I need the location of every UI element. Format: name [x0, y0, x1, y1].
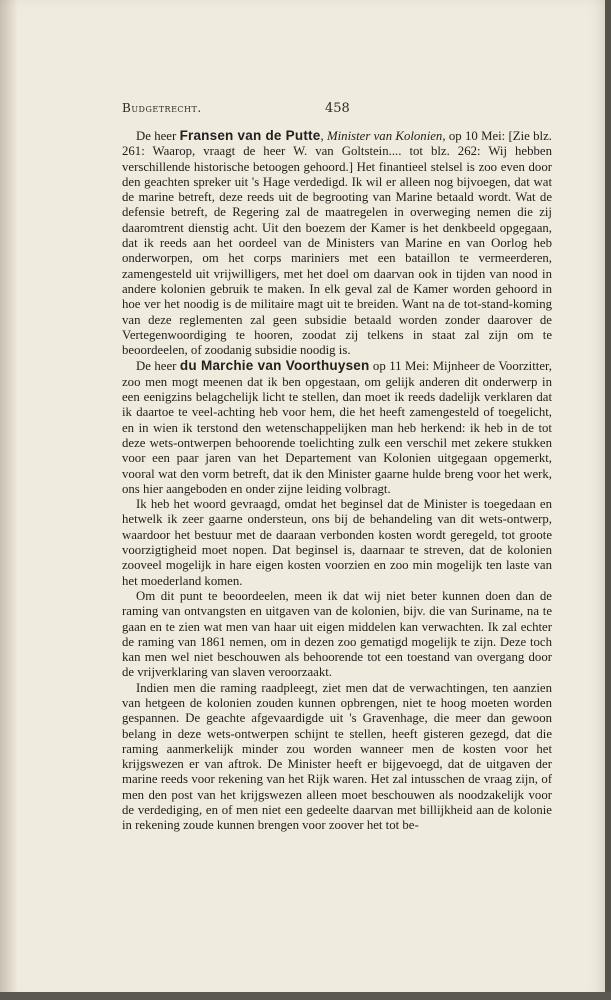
paragraph-beginsel: Ik heb het woord gevraagd, omdat het beginsel dat de Minister is toegedaan en hetwelk ik zeer gaarne ondersteun, ons bij de behandeling van dit wets-ontwerp, waardoor het bestuur met de daaraan verbonden kosten wordt geregeld, tot groote voorzigtigheid moet nopen. Dat beginsel is, daarnaar te streven, dat de kolonien zooveel mogelijk in hare eigen kosten voorzien en zoo min mogelijk ten laste van het moederland komen.	[122, 497, 552, 588]
paragraph-lead: De heer	[136, 129, 180, 143]
paragraph-text: , op 10 Mei: [Zie blz. 261: Waarop, vraagt de heer W. van Goltstein.... tot blz. 262: Wij hebben verschillende historische betoogen gehoord.] Het finantieel stelsel is zoo even door den geachten spreker uit 's Hage verdedigd. Ik wil er alleen nog bijvoegen, dat wat de marine betreft, deze reeds uit de begrooting van Marine betaald wordt. Wat de defensie betreft, de Regering zal de maatregelen in overweging nemen die zij daaromtrent dienstig acht. Uit den boezem der Kamer is het denkbeeld opgegaan, dat ik reeds aan het oordeel van de Ministers van Marine en van Oorlog heb onderworpen, om het corps mariniers met een bataillon te vermeerderen, zamengesteld uit vrijwilligers, met het doel om daarvan ook in tijden van nood in andere kolonien gebruik te maken. In elk geval zal de Kamer worden gehoord in hoe ver het noodig is de militaire magt uit te breiden. Want na de tot-stand-koming van deze reglementen zal geen subsidie betaald worden zonder daarover de Vertegenwoordiging te hooren, zoodat zij telkens in staat zal zijn om te beoordeelen, of zoodanig subsidie noodig is.	[122, 129, 552, 358]
running-title: Budgetrecht.	[122, 101, 202, 115]
speaker-role: Minister van Kolonien	[326, 129, 443, 143]
running-header	[122, 101, 550, 117]
speaker-name: du Marchie van Voorthuysen	[179, 358, 370, 374]
paragraph-raming: Indien men die raming raadpleegt, ziet men dat de verwachtingen, ten aanzien van hetgeen de kolonien zouden kunnen opbrengen, niet te hoog moeten worden gespannen. De geachte afgevaardigde uit 's Gravenhage, die meer dan gewoon belang in deze wets-ontwerpen schijnt te stellen, heeft gisteren gezegd, dat die raming aanmerkelijk minder zou worden wanneer men de kosten voor het krijgswezen er van aftrok. De Minister heeft er bijgevoegd, dat de uitgaven der marine reeds voor rekening van het Rijk waren. Het zal intusschen de vraag zijn, of men den post van het krijgswezen alleen moet beschouwen als noodzakelijk voor de verdediging, en of men niet een gedeelte daarvan met billijkheid aan de kolonie in rekening zoude kunnen brengen voor zoover het tot be-	[122, 680, 552, 833]
page-number: 458	[325, 101, 350, 116]
paragraph-suriname: Om dit punt te beoordeelen, meen ik dat wij niet beter kunnen doen dan de raming van ontvangsten en uitgaven van de kolonien, bijv. die van Suriname, na te gaan en te zien wat men van haar uit eigen middelen kan verwachten. Ik zal echter de raming van 1861 nemen, om in dezen zoo gematigd mogelijk te zijn. Deze toch kan men wel niet beschouwen als behoorende tot een toestand van overgang door de vrijverklaring van slaven veroorzaakt.	[122, 588, 552, 680]
page-bottom-edge	[0, 992, 611, 1000]
speaker-name: Fransen van de Putte	[179, 128, 321, 143]
page-right-edge	[605, 0, 611, 1000]
page-gutter-shadow	[0, 0, 18, 1000]
speaker-separator: ,	[320, 129, 327, 143]
paragraph-du-marchie	[122, 358, 552, 497]
paragraph-text: op 11 Mei: Mijnheer de Voorzitter, zoo men mogt meenen dat ik ben opgestaan, om gelijk anderen dit onderwerp in een eenigzins belagchelijk licht te stellen, dan moet ik reeds dadelijk verklaren dat ik daartoe te veel-achting heb voor hem, die het heeft zamengesteld of toegelicht, en in wien ik terstond den wetenschappelijken man heb herkend: ik heb in de tot deze wets-ontwerpen behoorende toelichting zulk een verschil met zekere stukken voor een paar jaren van het Departement van Kolonien uitgegaan opgemerkt, vooral wat den vorm betreft, dat ik den Minister gaarne hulde breng voor het werk, ons hier aangeboden en onder zijne leiding volbragt.	[122, 359, 552, 496]
paragraph-lead: De heer	[136, 359, 180, 374]
body-text	[122, 128, 552, 834]
paragraph-fransen	[122, 128, 552, 358]
